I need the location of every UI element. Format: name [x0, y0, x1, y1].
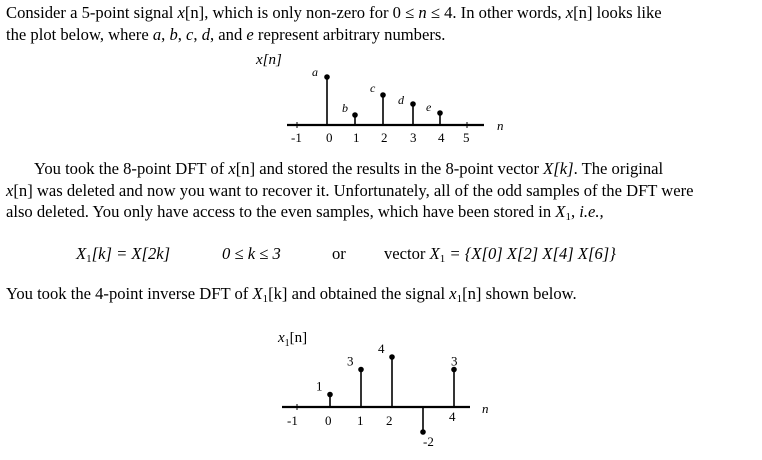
plot1-stem-e-head — [437, 110, 443, 116]
dft-paragraph-cont — [6, 180, 758, 223]
var-a: a — [152, 24, 162, 44]
idft-x: x — [449, 284, 457, 303]
dft-text-1: You took the 8-point DFT of — [34, 159, 229, 178]
plot1-ylabel: x[n] — [256, 52, 282, 68]
plot2-tick-label: 0 — [325, 413, 332, 428]
intro-text-4: looks like — [592, 3, 662, 22]
plot1-tick-label: 5 — [463, 130, 470, 145]
vector-word: vector — [384, 244, 430, 263]
plot2-value-label: 4 — [378, 341, 385, 356]
plot1-tick-label: 1 — [353, 130, 360, 145]
plot1-stem-d-head — [410, 101, 416, 107]
and-text: , and — [210, 24, 247, 44]
plot2-stem-head — [327, 392, 333, 398]
equation-or: or — [332, 244, 346, 263]
var-d: d — [201, 24, 210, 44]
plot1-stem-c-head — [380, 92, 386, 98]
signal-index: [n] — [573, 3, 593, 22]
plot2-value-label: 3 — [451, 353, 458, 369]
n-symbol: n — [418, 3, 427, 22]
ie-text: i.e., — [579, 202, 604, 221]
eq-sub: 1 — [86, 253, 92, 265]
intro-text-3: ≤ 4. In other words, — [426, 3, 566, 22]
intro-text-2: , which is only non-zero for 0 ≤ — [204, 3, 419, 22]
x1-symbol: X — [555, 202, 566, 221]
idft-text-1: You took the 4-point inverse DFT of — [6, 284, 253, 303]
dft-text-6: , — [570, 202, 580, 221]
intro-paragraph — [6, 2, 758, 45]
idft-text-2: and obtained the signal — [287, 284, 450, 303]
plot1-stem-e-label: e — [426, 100, 432, 114]
var-b: b — [169, 24, 178, 44]
idft-text-3: shown below. — [481, 284, 577, 303]
plot2-stem-head — [389, 354, 395, 360]
plot2-tick-label: -1 — [287, 413, 298, 428]
plot1-stem-a-label: a — [312, 65, 318, 79]
plot1-tick-label: 2 — [381, 130, 388, 145]
intro-text-5: the plot below, where — [6, 24, 153, 44]
dft-vector-symbol: X[k] — [543, 159, 574, 178]
signal-index: [n] — [13, 180, 33, 200]
plot1-stem-d-label: d — [398, 93, 404, 107]
dft-text-3: . The original — [573, 159, 664, 178]
equation-vector — [384, 244, 616, 264]
dft-text-5: also deleted. You only have access to the even samples, which have been stored in — [6, 202, 556, 221]
plot1-stem-a-head — [324, 74, 330, 80]
dft-text-4: was deleted and now you want to recover it. Unfortunately, all of the odd samples of the DFT were — [32, 180, 694, 200]
plot2-stem-head — [358, 367, 364, 373]
equation-lhs — [76, 244, 170, 264]
intro-text-1: Consider a 5-point signal — [6, 3, 178, 22]
plot1-stem-b-head — [352, 112, 358, 118]
plot-x-n — [0, 48, 762, 148]
plot2-stems — [316, 341, 458, 449]
plot-x1-n — [0, 320, 762, 460]
dft-text-2: and stored the results in the 8-point vector — [255, 159, 544, 178]
signal-symbol: x — [565, 3, 574, 22]
plot1-tick-label: 3 — [410, 130, 417, 145]
comma: , — [161, 24, 170, 44]
plot1-tick-label: 4 — [438, 130, 445, 145]
plot2-value-label: 1 — [316, 378, 323, 394]
comma: , — [177, 24, 187, 44]
signal-symbol: x — [6, 180, 14, 200]
var-e: e — [246, 24, 254, 44]
idft-n: [n] — [462, 284, 482, 303]
eq-rest: [k] = X[2k] — [91, 244, 171, 263]
signal-index: [n] — [184, 3, 205, 22]
x1-subscript: 1 — [565, 211, 571, 223]
var-c: c — [186, 24, 194, 44]
signal-symbol: x — [228, 159, 236, 178]
equation-range: 0 ≤ k ≤ 3 — [222, 244, 281, 263]
plot1-stem-b-label: b — [342, 101, 348, 115]
plot2-xlabel: n — [482, 401, 489, 416]
plot2-ylabel: $x_1[n]$ — [278, 330, 308, 349]
idft-X: X — [252, 284, 263, 303]
plot1-stem-c-label: c — [370, 81, 376, 95]
intro-text-6: represent arbitrary numbers. — [253, 24, 446, 44]
dft-paragraph — [6, 158, 758, 180]
plot1-tick-label: 0 — [326, 130, 333, 145]
plot2-tick-label: 1 — [357, 413, 364, 428]
plot2-tick-label: 2 — [386, 413, 393, 428]
vec-X: X — [429, 244, 440, 263]
idft-x-sub: 1 — [456, 293, 463, 305]
plot2-value-label: -2 — [423, 434, 434, 449]
comma: , — [193, 24, 202, 44]
idft-k: [k] — [268, 284, 288, 303]
plot2-tick-label: 4 — [449, 409, 456, 424]
signal-symbol: x — [177, 3, 185, 22]
idft-X-sub: 1 — [262, 293, 269, 305]
plot1-tick-label: -1 — [291, 130, 302, 145]
equation-row — [0, 244, 762, 268]
plot2-value-label: 3 — [347, 353, 354, 369]
idft-paragraph — [6, 283, 758, 305]
vec-rest: = {X[0] X[2] X[4] X[6]} — [445, 244, 616, 263]
plot1-xlabel: n — [497, 118, 504, 133]
vec-sub: 1 — [439, 253, 446, 265]
signal-index: [n] — [235, 159, 256, 178]
eq-X: X — [76, 244, 87, 263]
